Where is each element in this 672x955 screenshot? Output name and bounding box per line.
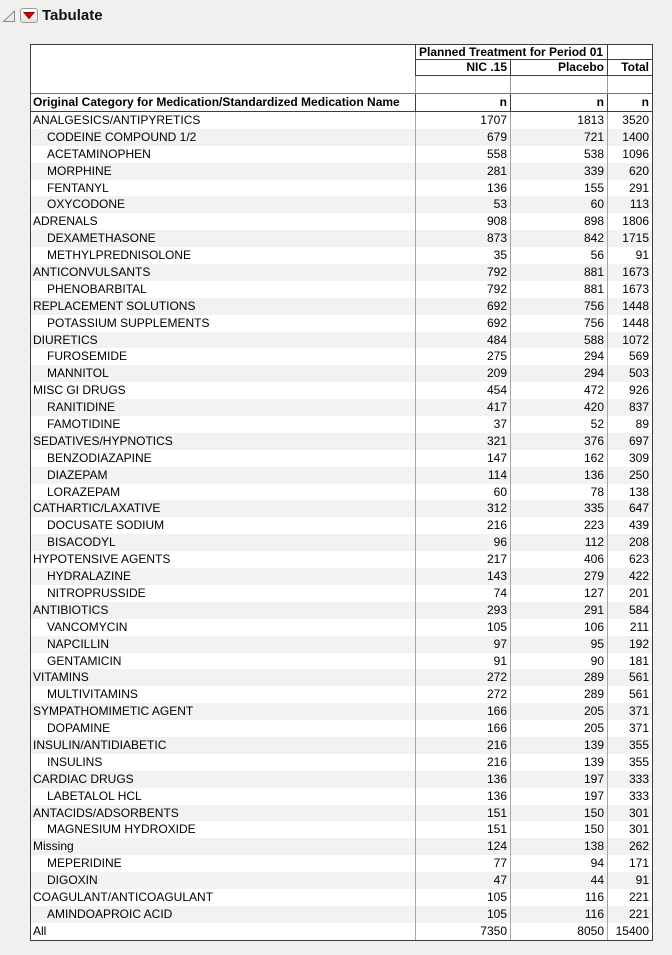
row-axis-label: Original Category for Medication/Standardized Medication Name: [33, 95, 400, 109]
row-label: NITROPRUSSIDE: [47, 585, 146, 600]
table-row: [31, 382, 652, 399]
nic15-count-cell: 216: [415, 754, 510, 771]
row-label: BISACODYL: [47, 535, 116, 550]
nic15-count-cell: 484: [415, 332, 510, 349]
placebo-count-cell: 138: [510, 838, 607, 855]
table-row: [31, 196, 652, 213]
row-label: LORAZEPAM: [47, 484, 121, 499]
row-label: INSULINS: [47, 754, 103, 769]
total-count-cell: 291: [607, 180, 652, 197]
placebo-count-cell: 8050: [510, 923, 607, 940]
table-row: [31, 534, 652, 551]
total-count-cell: 837: [607, 399, 652, 416]
placebo-count-cell: 162: [510, 450, 607, 467]
total-count-cell: 91: [607, 872, 652, 889]
total-count-cell: 1448: [607, 315, 652, 332]
placebo-count-cell: 94: [510, 855, 607, 872]
row-label: REPLACEMENT SOLUTIONS: [33, 298, 196, 313]
disclosure-open-icon[interactable]: [2, 8, 16, 23]
row-label: ANALGESICS/ANTIPYRETICS: [33, 113, 201, 127]
nic15-count-cell: 143: [415, 568, 510, 585]
nic15-count-cell: 91: [415, 653, 510, 670]
nic15-count-cell: 558: [415, 146, 510, 163]
total-count-cell: 1806: [607, 213, 652, 230]
table-row: [31, 484, 652, 501]
total-count-cell: 333: [607, 771, 652, 788]
nic15-count-cell: 147: [415, 450, 510, 467]
nic15-count-cell: 136: [415, 788, 510, 805]
nic15-count-cell: 37: [415, 416, 510, 433]
placebo-count-cell: 842: [510, 230, 607, 247]
nic15-count-cell: 216: [415, 737, 510, 754]
nic15-count-cell: 873: [415, 230, 510, 247]
total-count-cell: 355: [607, 737, 652, 754]
row-label: MANNITOL: [47, 366, 109, 381]
header-corner-cell: [31, 45, 415, 94]
table-row: [31, 146, 652, 163]
row-label: DIURETICS: [33, 332, 98, 347]
nic15-count-cell: 792: [415, 264, 510, 281]
table-row: [31, 433, 652, 450]
nic15-count-cell: 692: [415, 315, 510, 332]
row-label: PHENOBARBITAL: [47, 281, 147, 296]
total-count-cell: 301: [607, 821, 652, 838]
total-count-cell: 221: [607, 906, 652, 923]
table-row: [31, 348, 652, 365]
total-count-cell: 262: [607, 838, 652, 855]
nic15-count-cell: 166: [415, 703, 510, 720]
row-label: HYDRALAZINE: [47, 569, 132, 584]
row-label: Missing: [33, 839, 74, 854]
measure-label-n-total: n: [607, 94, 652, 111]
placebo-count-cell: 95: [510, 636, 607, 653]
table-row: [31, 838, 652, 855]
placebo-count-cell: 116: [510, 889, 607, 906]
table-row: [31, 788, 652, 805]
placebo-count-cell: 538: [510, 146, 607, 163]
row-label: MISC GI DRUGS: [33, 383, 126, 398]
table-row: [31, 585, 652, 602]
row-label: METHYLPREDNISOLONE: [47, 248, 192, 263]
total-count-cell: 1448: [607, 298, 652, 315]
nic15-count-cell: 124: [415, 838, 510, 855]
placebo-count-cell: 136: [510, 467, 607, 484]
placebo-count-cell: 127: [510, 585, 607, 602]
total-count-cell: 333: [607, 788, 652, 805]
measure-label-n-nic15: n: [415, 94, 510, 111]
row-label: COAGULANT/ANTICOAGULANT: [33, 889, 214, 904]
table-row: [31, 467, 652, 484]
total-count-cell: 623: [607, 551, 652, 568]
total-count-cell: 371: [607, 703, 652, 720]
table-row: [31, 450, 652, 467]
nic15-count-cell: 293: [415, 602, 510, 619]
row-label: SYMPATHOMIMETIC AGENT: [33, 704, 194, 719]
total-count-cell: 3520: [607, 112, 652, 129]
row-label: CATHARTIC/LAXATIVE: [33, 501, 161, 516]
placebo-count-cell: 294: [510, 348, 607, 365]
placebo-count-cell: 881: [510, 264, 607, 281]
table-row: [31, 703, 652, 720]
table-row: [31, 416, 652, 433]
nic15-count-cell: 60: [415, 484, 510, 501]
placebo-count-cell: 205: [510, 703, 607, 720]
nic15-count-cell: 281: [415, 163, 510, 180]
placebo-count-cell: 223: [510, 517, 607, 534]
nic15-count-cell: 74: [415, 585, 510, 602]
total-count-cell: 561: [607, 686, 652, 703]
table-row: [31, 112, 652, 129]
total-count-cell: 647: [607, 500, 652, 517]
row-label: MEPERIDINE: [47, 856, 122, 871]
nic15-count-cell: 679: [415, 129, 510, 146]
nic15-count-cell: 77: [415, 855, 510, 872]
nic15-count-cell: 105: [415, 619, 510, 636]
total-count-cell: 89: [607, 416, 652, 433]
table-row: [31, 129, 652, 146]
placebo-count-cell: 116: [510, 906, 607, 923]
table-row: [31, 298, 652, 315]
table-row: [31, 332, 652, 349]
placebo-count-cell: 197: [510, 788, 607, 805]
placebo-count-cell: 420: [510, 399, 607, 416]
table-row: [31, 551, 652, 568]
total-count-cell: 171: [607, 855, 652, 872]
placebo-count-cell: 197: [510, 771, 607, 788]
nic15-count-cell: 908: [415, 213, 510, 230]
total-count-cell: 1673: [607, 281, 652, 298]
total-count-cell: 1072: [607, 332, 652, 349]
table-row: [31, 805, 652, 822]
total-count-cell: 1400: [607, 129, 652, 146]
row-label: DOPAMINE: [47, 721, 111, 736]
total-count-cell: 192: [607, 636, 652, 653]
table-body: [31, 112, 652, 940]
row-label: VANCOMYCIN: [47, 619, 128, 634]
nic15-count-cell: 417: [415, 399, 510, 416]
nic15-count-cell: 151: [415, 805, 510, 822]
column-header-total: Total: [607, 60, 652, 76]
total-count-cell: 697: [607, 433, 652, 450]
row-label: INSULIN/ANTIDIABETIC: [33, 737, 167, 752]
placebo-count-cell: 376: [510, 433, 607, 450]
nic15-count-cell: 272: [415, 669, 510, 686]
row-label: DEXAMETHASONE: [47, 231, 156, 246]
placebo-count-cell: 335: [510, 500, 607, 517]
nic15-count-cell: 166: [415, 720, 510, 737]
row-label: CODEINE COMPOUND 1/2: [47, 129, 197, 144]
placebo-count-cell: 291: [510, 602, 607, 619]
red-triangle-menu-icon[interactable]: [20, 8, 38, 23]
row-label: BENZODIAZAPINE: [47, 450, 152, 465]
table-row: [31, 619, 652, 636]
total-count-cell: 208: [607, 534, 652, 551]
table-row: [31, 163, 652, 180]
table-row: [31, 247, 652, 264]
placebo-count-cell: 406: [510, 551, 607, 568]
outline-header: [2, 4, 103, 26]
placebo-count-cell: 339: [510, 163, 607, 180]
total-count-cell: 1096: [607, 146, 652, 163]
nic15-count-cell: 792: [415, 281, 510, 298]
table-row: [31, 230, 652, 247]
placebo-count-cell: 52: [510, 416, 607, 433]
nic15-count-cell: 209: [415, 365, 510, 382]
header-empty-cell: [415, 76, 510, 94]
placebo-count-cell: 721: [510, 129, 607, 146]
tabulate-table: [30, 44, 653, 941]
nic15-count-cell: 312: [415, 500, 510, 517]
table-row: [31, 180, 652, 197]
table-row: [31, 653, 652, 670]
placebo-count-cell: 289: [510, 669, 607, 686]
table-row: [31, 517, 652, 534]
nic15-count-cell: 114: [415, 467, 510, 484]
row-label: DIGOXIN: [47, 873, 98, 888]
nic15-count-cell: 53: [415, 196, 510, 213]
total-count-cell: 211: [607, 619, 652, 636]
row-label: All: [33, 923, 47, 938]
total-count-cell: 569: [607, 348, 652, 365]
placebo-count-cell: 756: [510, 315, 607, 332]
table-row: [31, 281, 652, 298]
placebo-count-cell: 139: [510, 737, 607, 754]
table-row: [31, 399, 652, 416]
row-label: RANITIDINE: [47, 400, 116, 415]
placebo-count-cell: 289: [510, 686, 607, 703]
total-count-cell: 201: [607, 585, 652, 602]
page-title: Tabulate: [42, 6, 103, 24]
table-row: [31, 213, 652, 230]
table-row: [31, 686, 652, 703]
row-label: MULTIVITAMINS: [47, 687, 138, 702]
placebo-count-cell: 139: [510, 754, 607, 771]
nic15-count-cell: 96: [415, 534, 510, 551]
table-row: [31, 669, 652, 686]
nic15-count-cell: 136: [415, 771, 510, 788]
row-label: DIAZEPAM: [47, 467, 108, 482]
nic15-count-cell: 136: [415, 180, 510, 197]
table-row: [31, 602, 652, 619]
placebo-count-cell: 898: [510, 213, 607, 230]
table-row: [31, 906, 652, 923]
total-count-cell: 309: [607, 450, 652, 467]
nic15-count-cell: 105: [415, 906, 510, 923]
placebo-count-cell: 56: [510, 247, 607, 264]
table-row: [31, 855, 652, 872]
placebo-count-cell: 279: [510, 568, 607, 585]
placebo-count-cell: 881: [510, 281, 607, 298]
table-row: [31, 754, 652, 771]
placebo-count-cell: 150: [510, 805, 607, 822]
column-group-header: Planned Treatment for Period 01: [415, 45, 607, 60]
total-count-cell: 422: [607, 568, 652, 585]
nic15-count-cell: 105: [415, 889, 510, 906]
row-label: OXYCODONE: [47, 197, 126, 212]
row-label: CARDIAC DRUGS: [33, 771, 134, 786]
total-count-cell: 1673: [607, 264, 652, 281]
header-total-spacer: [607, 45, 652, 60]
placebo-count-cell: 294: [510, 365, 607, 382]
total-count-cell: 91: [607, 247, 652, 264]
table-row: [31, 872, 652, 889]
placebo-count-cell: 150: [510, 821, 607, 838]
table-row: [31, 737, 652, 754]
row-label: AMINDOAPROIC ACID: [47, 906, 173, 921]
total-count-cell: 301: [607, 805, 652, 822]
row-label: ADRENALS: [33, 214, 98, 229]
placebo-count-cell: 756: [510, 298, 607, 315]
nic15-count-cell: 275: [415, 348, 510, 365]
table-row: [31, 568, 652, 585]
placebo-count-cell: 1813: [510, 112, 607, 129]
total-count-cell: 371: [607, 720, 652, 737]
placebo-count-cell: 106: [510, 619, 607, 636]
column-header-placebo: Placebo: [510, 60, 607, 76]
total-count-cell: 138: [607, 484, 652, 501]
nic15-count-cell: 216: [415, 517, 510, 534]
nic15-count-cell: 97: [415, 636, 510, 653]
row-label: POTASSIUM SUPPLEMENTS: [47, 315, 210, 330]
total-count-cell: 561: [607, 669, 652, 686]
table-row: [31, 821, 652, 838]
table-row: [31, 889, 652, 906]
row-label: MAGNESIUM HYDROXIDE: [47, 822, 196, 837]
column-header-nic15: NIC .15: [415, 60, 510, 76]
placebo-count-cell: 205: [510, 720, 607, 737]
nic15-count-cell: 7350: [415, 923, 510, 940]
total-count-cell: 620: [607, 163, 652, 180]
nic15-count-cell: 35: [415, 247, 510, 264]
row-label: VITAMINS: [33, 670, 89, 685]
row-label: HYPOTENSIVE AGENTS: [33, 552, 171, 567]
header-empty-cell: [607, 76, 652, 94]
total-count-cell: 113: [607, 196, 652, 213]
placebo-count-cell: 472: [510, 382, 607, 399]
row-label: NAPCILLIN: [47, 636, 110, 651]
total-count-cell: 15400: [607, 923, 652, 940]
nic15-count-cell: 217: [415, 551, 510, 568]
table-row: [31, 636, 652, 653]
placebo-count-cell: 90: [510, 653, 607, 670]
total-count-cell: 439: [607, 517, 652, 534]
placebo-count-cell: 60: [510, 196, 607, 213]
table-row: [31, 315, 652, 332]
row-label: GENTAMICIN: [47, 653, 122, 668]
total-count-cell: 584: [607, 602, 652, 619]
row-label: ANTIBIOTICS: [33, 602, 109, 617]
nic15-count-cell: 151: [415, 821, 510, 838]
placebo-count-cell: 44: [510, 872, 607, 889]
total-count-cell: 503: [607, 365, 652, 382]
nic15-count-cell: 272: [415, 686, 510, 703]
table-row: [31, 500, 652, 517]
row-label: DOCUSATE SODIUM: [47, 518, 165, 533]
table-row: [31, 771, 652, 788]
header-empty-cell: [510, 76, 607, 94]
placebo-count-cell: 588: [510, 332, 607, 349]
table-row: [31, 365, 652, 382]
row-label: ANTACIDS/ADSORBENTS: [33, 805, 179, 820]
measure-label-n-placebo: n: [510, 94, 607, 111]
row-label: FUROSEMIDE: [47, 349, 128, 364]
nic15-count-cell: 321: [415, 433, 510, 450]
row-label: LABETALOL HCL: [47, 788, 142, 803]
total-count-cell: 926: [607, 382, 652, 399]
nic15-count-cell: 1707: [415, 112, 510, 129]
row-label: ACETAMINOPHEN: [47, 146, 151, 161]
total-count-cell: 250: [607, 467, 652, 484]
table-row: [31, 720, 652, 737]
row-label: FENTANYL: [47, 180, 109, 195]
total-count-cell: 221: [607, 889, 652, 906]
nic15-count-cell: 47: [415, 872, 510, 889]
total-count-cell: 181: [607, 653, 652, 670]
total-count-cell: 355: [607, 754, 652, 771]
row-label: ANTICONVULSANTS: [33, 265, 151, 280]
table-row: [31, 264, 652, 281]
table-row: [31, 923, 652, 940]
placebo-count-cell: 112: [510, 534, 607, 551]
nic15-count-cell: 692: [415, 298, 510, 315]
row-label: FAMOTIDINE: [47, 417, 121, 432]
row-label: SEDATIVES/HYPNOTICS: [33, 433, 173, 448]
row-label: MORPHINE: [47, 163, 112, 178]
placebo-count-cell: 78: [510, 484, 607, 501]
table-header: [31, 45, 652, 112]
total-count-cell: 1715: [607, 230, 652, 247]
placebo-count-cell: 155: [510, 180, 607, 197]
nic15-count-cell: 454: [415, 382, 510, 399]
